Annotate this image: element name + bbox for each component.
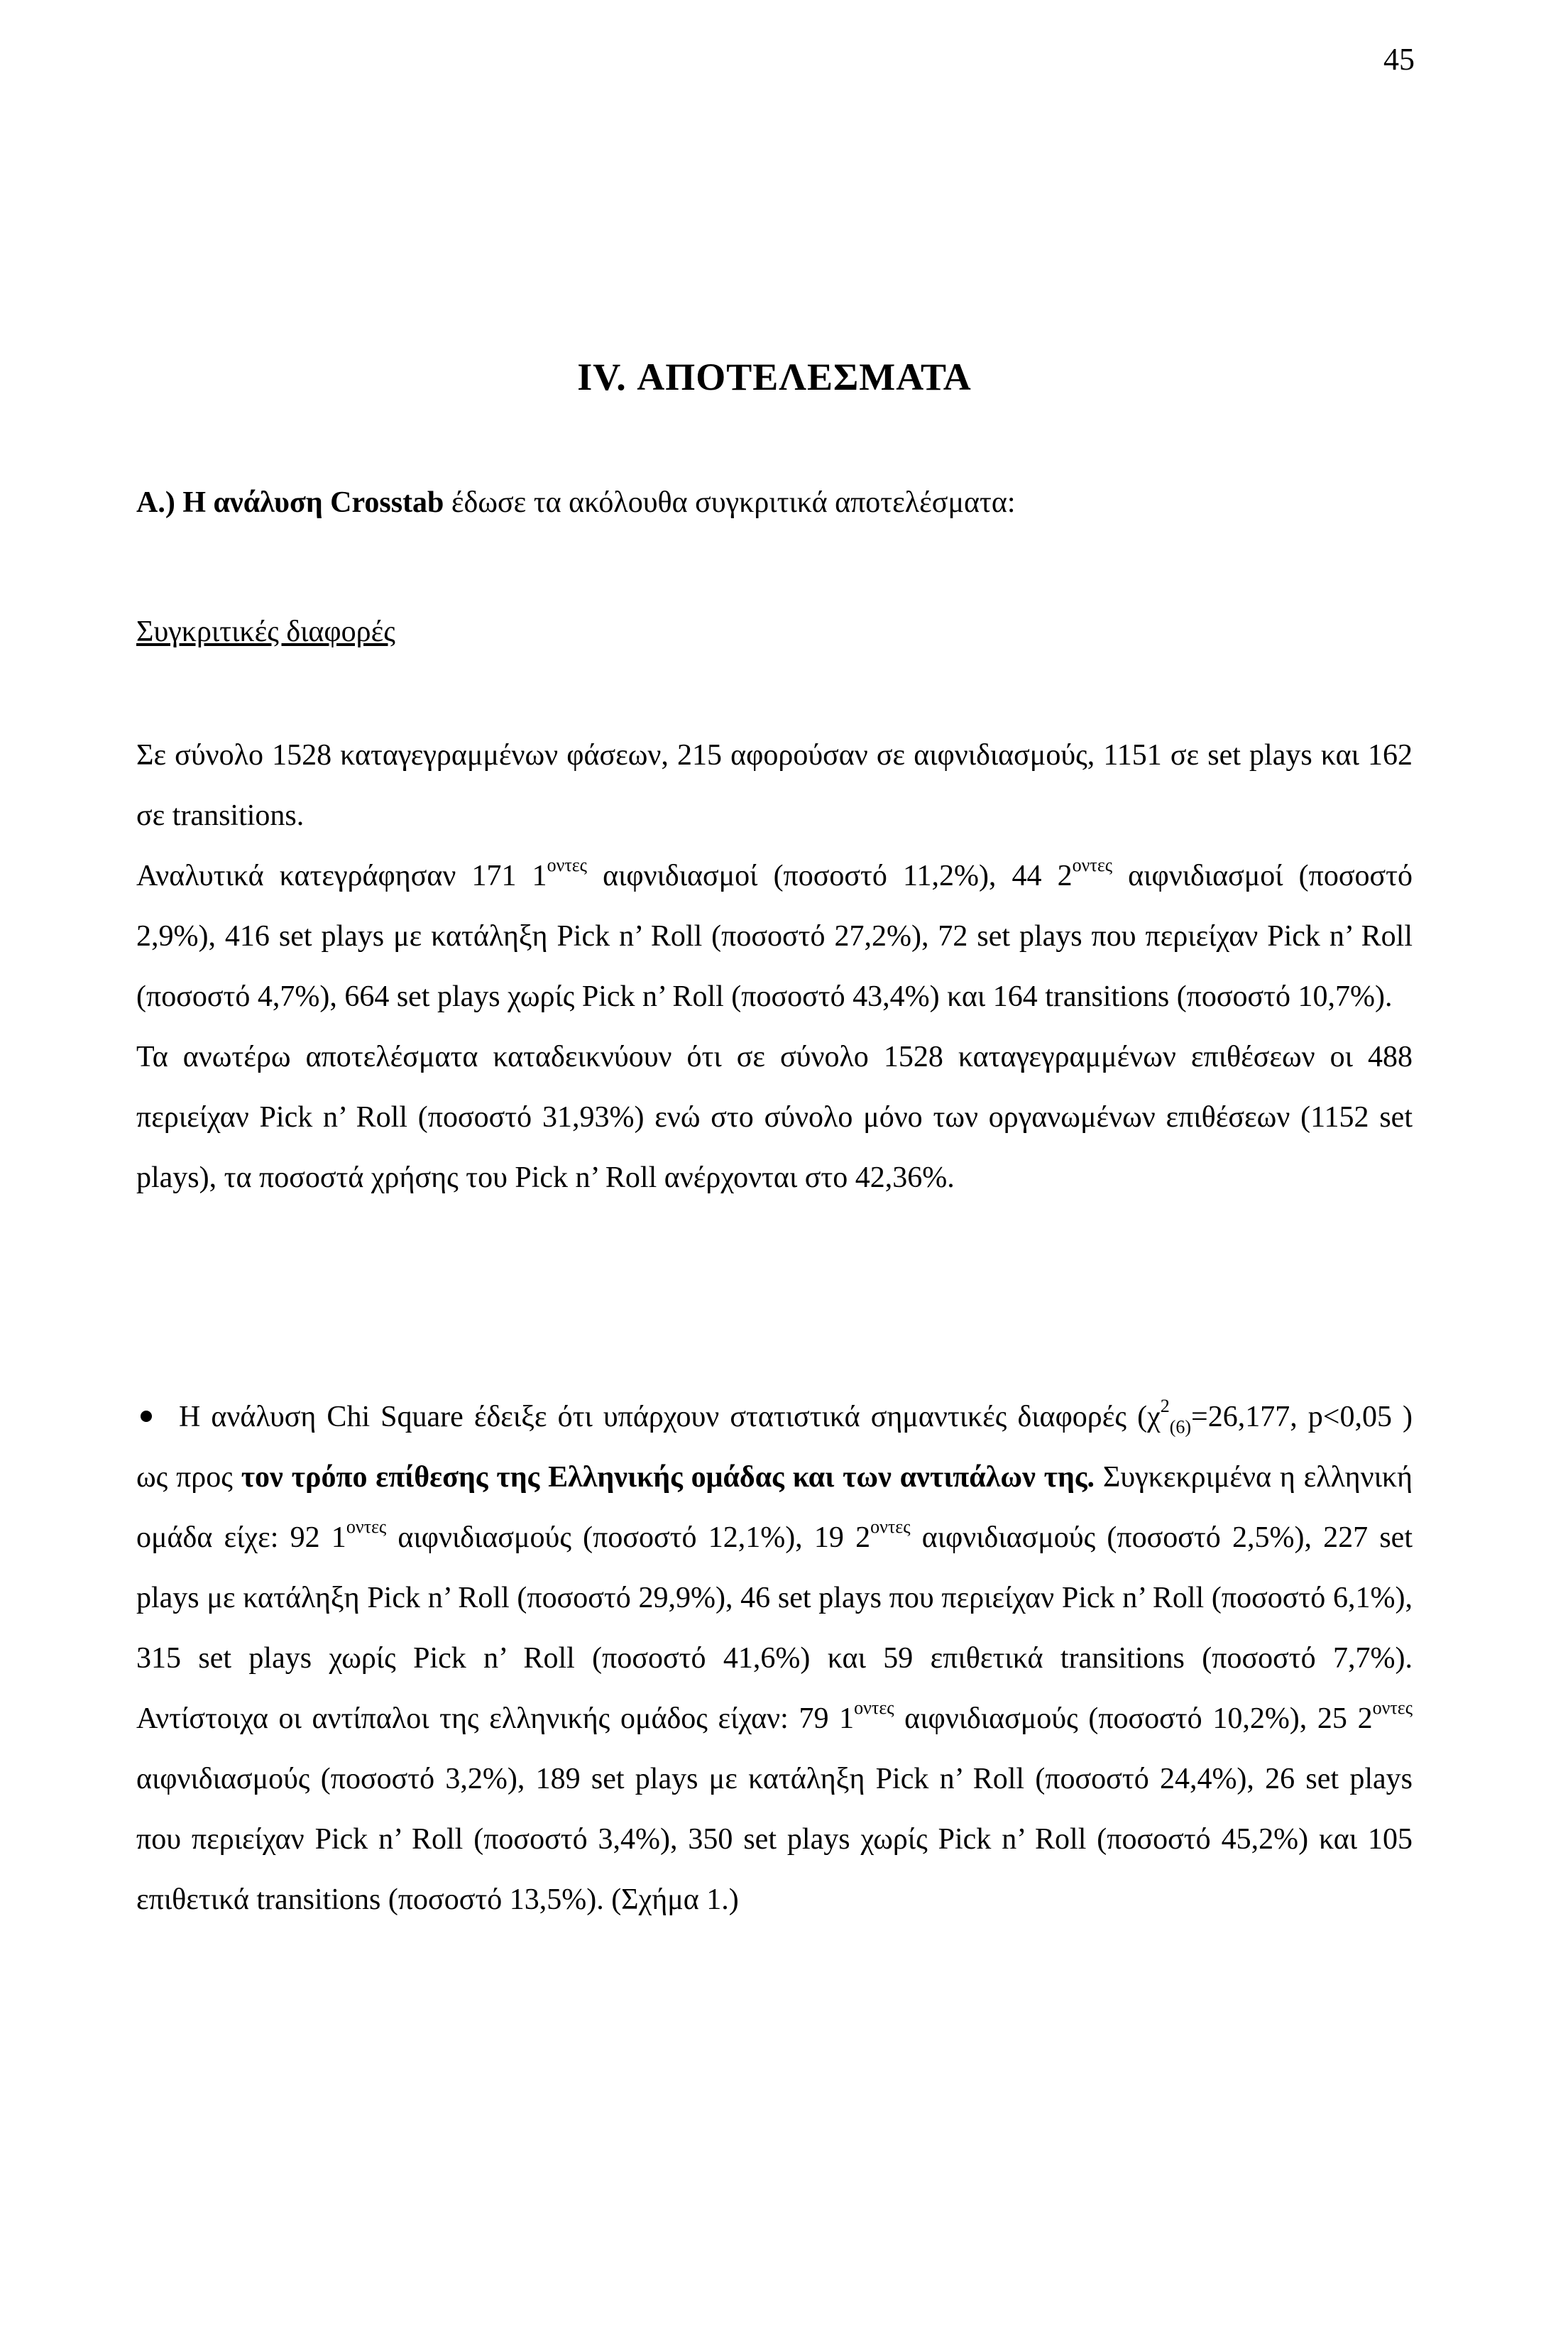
paragraph-totals: Σε σύνολο 1528 καταγεγραμμένων φάσεων, 215 αφορούσαν σε αιφνιδιασμούς, 1151 σε set plays και 162 σε transitions. xyxy=(136,739,1413,832)
text-run: =26,177, p<0,05 ) ως προς xyxy=(136,1401,1413,1494)
text-run: αιφνιδιασμούς (ποσοστό 12,1%), 19 2 xyxy=(386,1521,871,1554)
ordinal-superscript: οντες xyxy=(1372,1697,1413,1718)
text-run: Αναλυτικά κατεγράφησαν 171 1 xyxy=(136,860,547,892)
chi-square-notation xyxy=(1161,1387,1191,1448)
ordinal-superscript: οντες xyxy=(870,1516,911,1537)
chapter-title: IV. ΑΠΟΤΕΛΕΣΜΑΤΑ xyxy=(577,356,972,398)
ordinal-superscript: οντες xyxy=(854,1697,894,1718)
text-run: αιφνιδιασμούς (ποσοστό 2,5%), 227 set plays με κατάληξη Pick n’ Roll (ποσοστό 29,9%), 46 set plays που περιείχαν Pick n’ Roll (ποσοστό 6,1%), 315 set plays χωρίς Pick n’ Roll (ποσοστό 41,6%) και 59 επιθετικά transitions (ποσοστό 7,7%). Αντίστοιχα οι αντίπαλοι της ελληνικής ομάδος είχαν: 79 1 xyxy=(136,1521,1413,1735)
bold-phrase: τον τρόπο επίθεσης της Ελληνικής ομάδας και των αντιπάλων της. xyxy=(241,1461,1095,1494)
body-text xyxy=(136,726,1413,1208)
chi-superscript: 2 xyxy=(1160,1396,1170,1416)
text-run: αιφνιδιασμούς (ποσοστό 3,2%), 189 set plays με κατάληξη Pick n’ Roll (ποσοστό 24,4%), 26 set plays που περιείχαν Pick n’ Roll (ποσοστό 3,4%), 350 set plays χωρίς Pick n’ Roll (ποσοστό 45,2%) και 105 επιθετικά transitions (ποσοστό 13,5%). (Σχήμα 1.) xyxy=(136,1763,1413,1916)
bullet-item-chi-square xyxy=(136,1387,1413,1930)
text-run: αιφνιδιασμοί (ποσοστό 2,9%), 416 set plays με κατάληξη Pick n’ Roll (ποσοστό 27,2%), 72 set plays που περιείχαν Pick n’ Roll (ποσοστό 4,7%), 664 set plays χωρίς Pick n’ Roll (ποσοστό 43,4%) και 164 transitions (ποσοστό 10,7%). xyxy=(136,860,1413,1013)
text-run: αιφνιδιασμοί (ποσοστό 11,2%), 44 2 xyxy=(586,860,1073,892)
section-intro xyxy=(136,486,1016,520)
text-run: Συγκεκριμένα η ελληνική ομάδα είχε: 92 1 xyxy=(136,1461,1413,1554)
page-number: 45 xyxy=(1383,42,1415,77)
ordinal-superscript: οντες xyxy=(547,855,587,875)
section-intro-label: Α.) Η ανάλυση Crosstab xyxy=(136,486,444,519)
paragraph-breakdown xyxy=(136,846,1413,1027)
ordinal-superscript: οντες xyxy=(1072,855,1113,875)
section-intro-text: έδωσε τα ακόλουθα συγκριτικά αποτελέσματα: xyxy=(444,486,1016,519)
text-run: αιφνιδιασμούς (ποσοστό 10,2%), 25 2 xyxy=(894,1702,1373,1735)
bullet-icon xyxy=(141,1411,152,1422)
ordinal-superscript: οντες xyxy=(346,1516,387,1537)
paragraph-conclusion: Τα ανωτέρω αποτελέσματα καταδεικνύουν ότι σε σύνολο 1528 καταγεγραμμένων επιθέσεων οι 488 περιείχαν Pick n’ Roll (ποσοστό 31,93%) ενώ στο σύνολο μόνο των οργανωμένων επιθέσεων (1152 set plays), τα ποσοστά χρήσης του Pick n’ Roll ανέρχονται στο 42,36%. xyxy=(136,1041,1413,1194)
chi-subscript: (6) xyxy=(1169,1416,1192,1438)
text-run: Η ανάλυση Chi Square έδειξε ότι υπάρχουν στατιστικά σημαντικές διαφορές (χ xyxy=(179,1401,1161,1433)
subheading: Συγκριτικές διαφορές xyxy=(136,615,395,648)
